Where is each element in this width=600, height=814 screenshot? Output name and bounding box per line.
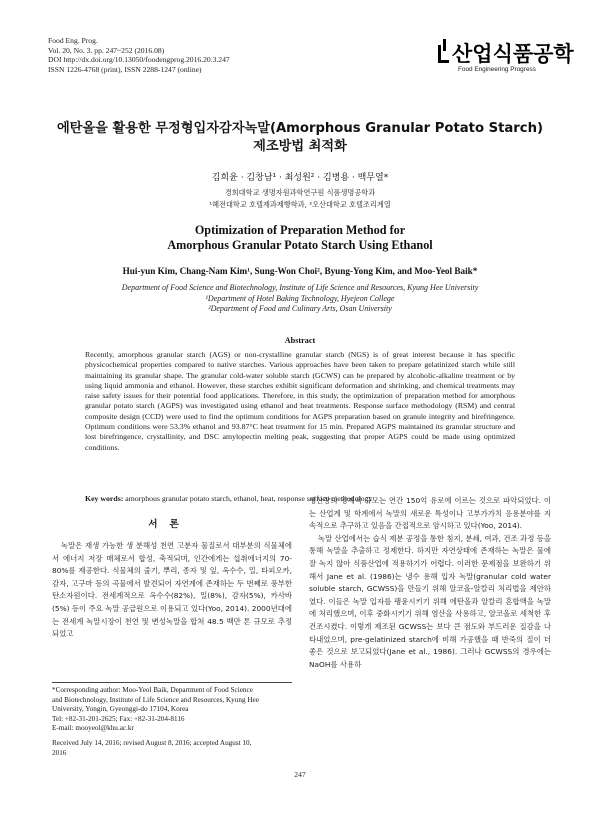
english-title-line2: Amorphous Granular Potato Starch Using Ethanol	[167, 238, 433, 253]
keywords-label: Key words:	[85, 494, 124, 503]
english-affiliation-2: ¹Department of Hotel Baking Technology, Hyejeon College	[205, 293, 395, 303]
journal-logo	[436, 36, 574, 94]
journal-name: Food Eng. Prog.	[48, 36, 98, 45]
footnote-divider	[52, 682, 292, 683]
footnote-email[interactable]: E-mail: mooyeol@khu.ac.kr	[52, 724, 134, 733]
footnote-line-3: University, Yongin, Gyeonggi-do 17104, Korea	[52, 705, 189, 714]
english-affiliation-3: ²Department of Food and Culinary Arts, Osan University	[208, 304, 392, 314]
footnote-line-4: Tel: +82-31-201-2625; Fax: +82-31-204-8116	[52, 714, 185, 723]
journal-meta	[48, 36, 230, 74]
intro-left-column: 녹말은 재생 가능한 생 분해성 천연 고분자 물질로서 대부분의 식물체에서 에너지 저장 매체로서 합성, 축적되며, 인간에게는 섭취에너지의 70-80%를 제공한다. 식물체의 줄기, 뿌리, 종자 및 잎, 옥수수, 밀, 타피오카, 감자, 고구마 등의 곡물에서 발견되어 자연계에 존재하는 두 번째로 풍부한 탄소자원이다. 전세계적으로 옥수수(82%), 밀(8%), 감자(5%), 카사바(5%) 등이 주요 녹말 공급원으로 이용되고 있다(Yoo, 2014). 2000년대에는 전세계 녹말시장이 천연 및 변성녹말을 합쳐 48.5 백만 톤 규모로 추정되었고	[52, 541, 292, 639]
page-number: 247	[294, 770, 306, 779]
korean-affiliation-1: 경희대학교 생명자원과학연구원 식품생명공학과	[224, 188, 376, 197]
footnote-line-2: and Biotechnology, Institute of Life Science and Resources, Kyung Hee	[52, 695, 259, 704]
journal-volume: Vol. 20, No. 3. pp. 247~252 (2016.08)	[48, 45, 165, 55]
english-title	[0, 223, 600, 254]
korean-authors: 김희윤 · 김창남¹ · 최성원² · 김병용 · 백무열*	[211, 173, 389, 183]
logo-subtitle: Food Engineering Progress	[458, 66, 536, 73]
abstract-heading: Abstract	[284, 336, 316, 345]
english-title-line1: Optimization of Preparation Method for	[194, 223, 406, 237]
english-affiliations	[0, 283, 600, 315]
english-affiliation-1: Department of Food Science and Biotechnology, Institute of Life Science and Resources, Kyung Hee University	[121, 283, 479, 292]
korean-affiliation-2: ¹혜전대학교 호텔제과제빵학과, ²오산대학교 호텔조리계열	[209, 199, 391, 209]
intro-right-column	[309, 495, 551, 671]
keywords-text: amorphous granular potato starch, ethanol, heat, response surface methodology	[125, 494, 373, 503]
footnote-line-6: Received July 14, 2016; revised August 8, 2016; accepted August 10,	[52, 738, 252, 747]
korean-title-line1: 에탄올을 활용한 무정형입자감자녹말(Amorphous Granular Potato Starch)	[56, 121, 544, 136]
logo-mark-bar-icon	[443, 39, 446, 51]
korean-title	[0, 120, 600, 156]
logo-title: 산업식품공학	[452, 42, 574, 66]
journal-issn: ISSN 1226-4768 (print), ISSN 2288-1247 (online)	[48, 64, 202, 74]
section-heading-introduction: 서론	[148, 519, 191, 530]
korean-title-line2: 제조방법 최적화	[253, 139, 347, 154]
footnote-line-1: *Corresponding author: Moo-Yeol Baik, Department of Food Science	[52, 686, 253, 694]
korean-affiliations	[0, 187, 600, 210]
footnote	[52, 686, 296, 758]
english-authors: Hui-yun Kim, Chang-Nam Kim¹, Sung-Won Choi², Byung-Yong Kim, and Moo-Yeol Baik*	[122, 266, 478, 276]
intro-right-paragraph-2: 녹말 산업에서는 습식 제분 공정을 통한 침지, 분쇄, 여과, 건조 과정 등을 통해 녹말을 추출하고 정제한다. 하지만 자연상태에 존재하는 녹말은 물에 잘 녹지 않아 식품산업에 적용하기가 어렵다. 이러한 문제점을 보완하기 위해서 Jane et al. (1986)는 냉수 용해 입자 녹말(granular cold water soluble starch, GCWSS)을 만들기 위해 알코올-알칼리 처리법을 제안하였다. 이들은 녹말 입자를 팽윤시키기 위해 에탄올과 알칼리 혼합액을 녹말에 처리했으며, 이후 중화시키기 위해 염산을 사용하고, 알코올로 세척한 후 건조시켰다. 이렇게 제조된 GCWSS는 보다 큰 점도와 부드러운 질감을 나타내었으며, pre-gelatinized starch에 비해 가공했을 때 반죽의 질이 더 좋은 것으로 보고되었다(Jane et al., 1986). 그러나 GCWSS의 경우에는 NaOH를 사용하	[309, 533, 551, 669]
footnote-line-7: 2016	[52, 748, 67, 757]
journal-doi[interactable]: DOI http://dx.doi.org/10.13050/foodengprog.2016.20.3.247	[48, 55, 230, 65]
intro-right-paragraph-1: 생산량의 경제적 규모는 연간 150억 유로에 이르는 것으로 파악되었다. 이는 산업계 및 학계에서 녹말의 새로운 특성이나 고부가가치 응용분야를 지속적으로 추구하고 있음을 간접적으로 암시하고 있다(Yoo, 2014).	[309, 496, 551, 531]
abstract-text: Recently, amorphous granular starch (AGS) or non-crystalline granular starch (NGS) is of great interest because it has specific physicochemical properties compared to native starches. Various approaches have been taken to prepare gelatinized starch while still maintaining its granular shape. The granular cold-water soluble starch (GCWS) can be prepared by alcoholic-alkaline treatment or by using liquid ammonia and ethanol. However, these starches exhibit significant deformation and shrinking, and chemical treatments may raise safety issues for their potential food applications. Therefore, in this study, the optimization of preparation method for amorphous granular potato starch (AGPS) was investigated using ethanol and heat treatments. Response surface methodology (RSM) and central composite design (CCD) were used to find the optimum conditions for AGPS preparation based on granule integrity and birefringence. Optimum conditions were 53.3% ethanol and 93.87°C heat treatment for 15 min. Prepared AGPS maintained its granular structure and lost birefringence, crystallinity, and DSC amylopectin melting peak, suggesting that proper AGPS could be made using optimized conditions.	[85, 350, 515, 452]
